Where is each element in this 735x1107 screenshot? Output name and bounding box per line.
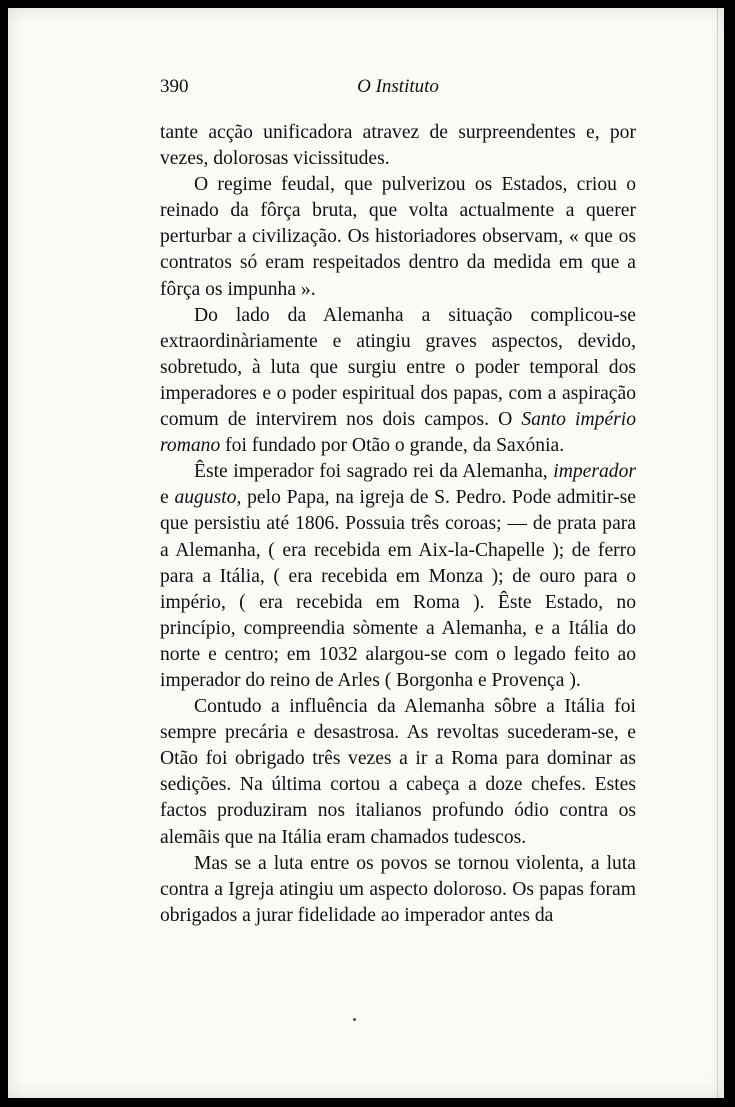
paragraph-3	[160, 303, 636, 460]
paragraph-1: tante acção unificadora atravez de surpreendentes e, por vezes, dolorosas vicissitudes.	[160, 122, 636, 170]
paragraph-4-text-c: pelo Papa, na igreja de S. Pedro. Pode admitir-se que persistiu até 1806. Possuia três coroas; — de prata para a Alemanha, ( era recebida em Aix-la-Chapelle ); de ferro para a Itália, ( era recebida em Monza ); de ouro para o império, ( era recebida em Roma ). Êste Estado, no princípio, compreendia sòmente a Alemanha, e a Itália do norte e centro; em 1032 alargou-se com o legado feito ao imperador do reino de Arles ( Borgonha e Provença ).	[160, 487, 636, 691]
page-number: 390	[160, 76, 189, 97]
paragraph-5: Contudo a influência da Alemanha sôbre a Itália foi sempre precária e desastrosa. As revoltas sucederam-se, e Otão foi obrigado três vezes a ir a Roma para dominar as sedições. Na última cortou a cabeça a doze chefes. Estes factos produziram nos italianos profundo ódio contra os alemãis que na Itália eram chamados tudescos.	[160, 696, 636, 848]
paragraph-4-text-b: e	[160, 487, 175, 509]
italic-augusto: augusto,	[174, 487, 242, 509]
italic-santo-imperio-romano: Santo império romano	[160, 409, 637, 457]
page-header	[160, 76, 636, 102]
italic-imperador: imperador	[553, 461, 636, 483]
paragraph-3-text-b: foi fundado por Otão o grande, da Saxónia.	[220, 435, 565, 457]
paragraph-4	[160, 459, 636, 694]
paragraph-2: O regime feudal, que pulverizou os Estados, criou o reinado da fôrça bruta, que volta actualmente a querer perturbar a civilização. Os historiadores observam, « que os contratos só eram respeitados dentro da medida em que a fôrça os impunha ».	[160, 174, 636, 300]
body-text	[160, 120, 636, 929]
page-edge-line	[717, 8, 718, 1098]
book-page	[8, 8, 724, 1098]
paragraph-3-text-a: Do lado da Alemanha a situação complicou-se extraordinàriamente e atingiu graves aspectos, devido, sobretudo, à luta que surgiu entre o poder temporal dos imperadores e o poder espiritual dos papas, com a aspiração comum de intervirem nos dois campos. O	[160, 304, 636, 431]
paragraph-6: Mas se a luta entre os povos se tornou violenta, a luta contra a Igreja atingiu um aspecto doloroso. Os papas foram obrigados a jurar fidelidade ao imperador antes da	[160, 852, 636, 926]
paragraph-4-text-a: Êste imperador foi sagrado rei da Alemanha,	[194, 461, 554, 483]
running-title: O Instituto	[357, 76, 439, 97]
ink-speck	[353, 1018, 356, 1021]
